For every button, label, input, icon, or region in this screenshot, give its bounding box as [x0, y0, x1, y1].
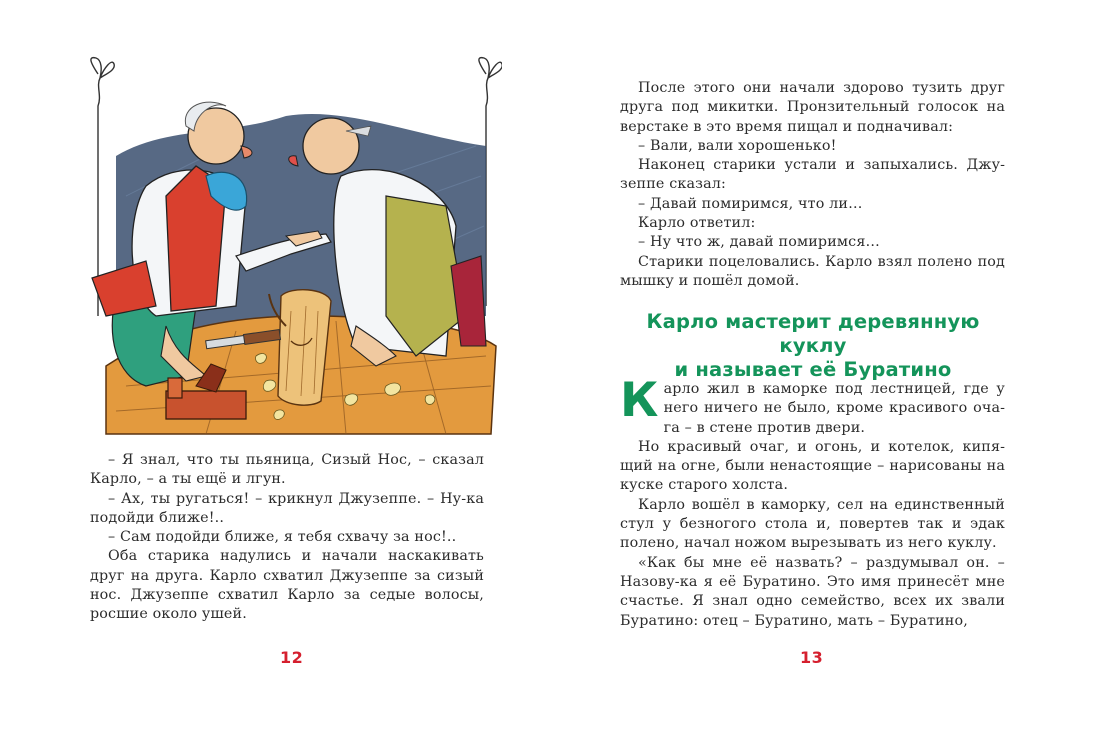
- paragraph: После этого они начали здорово тузить друг друга под микитки. Пронзительный голосок на верстаке в это время пищал и подначивал:: [620, 80, 1005, 135]
- right-page: [550, 0, 1100, 746]
- first-paragraph-text: арло жил в каморке под лестницей, где у него ничего не было, кроме красивого очага – в стене против двери.: [663, 381, 1005, 436]
- paragraph: Карло вошёл в каморку, сел на единственный стул у безногого стола и, повертев так и эдак полено, начал ножом вырезывать из него куклу.: [620, 496, 1005, 552]
- paragraph: Старики поцеловались. Карло взял полено под мышку и пошёл домой.: [620, 253, 1005, 289]
- paragraph: – Вали, вали хорошенько!: [638, 137, 837, 154]
- chapter-title-line-1: Карло мастерит деревянную куклу: [646, 310, 980, 357]
- paragraph: – Я знал, что ты пьяница, Сизый Нос, – сказал Карло, – а ты ещё и лгун.: [90, 452, 484, 488]
- paragraph: Оба старика надулись и начали наскакивать друг на друга. Карло схватил Джузеппе за сизый нос. Джузеппе схватил Карло за седые волосы, росшие около ушей.: [90, 548, 484, 623]
- paragraph: – Ну что ж, давай помиримся…: [638, 234, 880, 251]
- drop-cap: К: [620, 373, 659, 428]
- paragraph: Наконец старики устали и запыхались. Джузеппе сказал:: [620, 157, 1005, 193]
- paragraph: – Сам подойди ближе, я тебя схвачу за нос!..: [108, 529, 457, 546]
- page-number-left: 12: [280, 648, 304, 667]
- paragraph: – Ах, ты ругаться! – крикнул Джузеппе. – Ну-ка подойди ближе!..: [90, 490, 484, 526]
- paragraph: – Давай помиримся, что ли…: [638, 195, 863, 212]
- chapter-title: [612, 310, 1014, 382]
- right-page-top-text: [620, 79, 1005, 291]
- left-page-text: [90, 451, 484, 625]
- page-number-right: 13: [800, 648, 824, 667]
- illustration-image: [86, 56, 502, 440]
- paragraph: «Как бы мне её назвать? – раздумывал он. – Назову-ка я её Буратино. Это имя принесёт мне счастье. Я знал одно семейство, всех их звали Буратино: отец – Буратино, мать – Буратино,: [620, 554, 1005, 629]
- chapter-body-text: [620, 373, 1005, 631]
- illustration-carlo-giuseppe-quarrel: [86, 56, 502, 440]
- paragraph: Карло ответил:: [638, 215, 756, 232]
- first-paragraph: [620, 373, 1005, 438]
- chapter-title-line-2: и называет её Буратино: [674, 358, 952, 381]
- paragraph: Но красивый очаг, и огонь, и котелок, кипящий на огне, были ненастоящие – нарисованы на куске старого холста.: [620, 438, 1005, 494]
